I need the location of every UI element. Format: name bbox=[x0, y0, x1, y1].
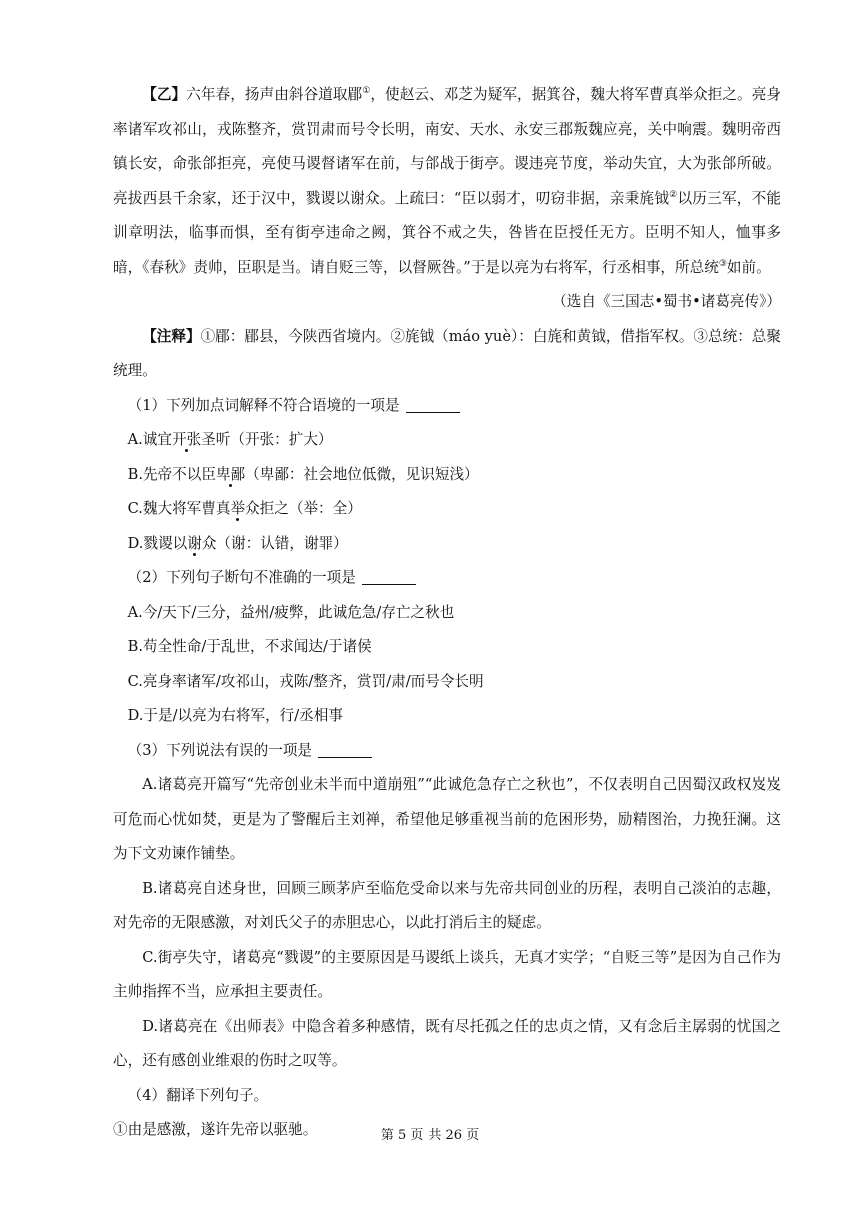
notes-paragraph bbox=[113, 320, 781, 389]
question-3-option-b: B.诸葛亮自述身世，回顾三顾茅庐至临危受命以来与先帝共同创业的历程，表明自己淡泊的志趣，对先帝的无限感激，对刘氏父子的赤胆忠心，以此打消后主的疑虑。 bbox=[113, 879, 781, 931]
question-3-stem bbox=[113, 734, 781, 769]
question-1-option-b bbox=[113, 458, 781, 493]
question-1-option-c bbox=[113, 492, 781, 527]
passage-label: 【乙】 bbox=[142, 86, 187, 103]
option-text: 圣听（开张：扩大） bbox=[201, 431, 333, 448]
question-3-text: （3）下列说法有误的一项是 bbox=[127, 741, 313, 759]
answer-blank-3[interactable] bbox=[318, 742, 372, 758]
option-text: A.诚宜 bbox=[127, 431, 172, 448]
passage-text-1: 六年春，扬声由斜谷道取郿 bbox=[186, 86, 363, 103]
passage-source: （选自《三国志•蜀书•诸葛亮传》） bbox=[552, 293, 781, 310]
page-footer bbox=[0, 1126, 860, 1146]
dotted-word: 谢 bbox=[187, 534, 202, 552]
footnote-marker-1: ① bbox=[362, 86, 371, 97]
question-2-option-d: D.于是/以亮为右将军，行/丞相事 bbox=[127, 707, 343, 724]
page-content bbox=[113, 78, 781, 1148]
question-4-item-1: ①由是感激，遂许先帝以驱驰。 bbox=[113, 1121, 318, 1138]
question-1-option-a bbox=[113, 423, 781, 458]
page-total: 共 26 页 bbox=[428, 1128, 480, 1143]
dotted-word: 举 bbox=[230, 500, 246, 517]
passage-text-2: ，使赵云、邓芝为疑军，据箕谷，魏大将军曹真举众拒之。亮身率诸军攻祁山，戎陈整齐，赏罚肃而号令长明，南安、天水、永安三郡叛魏应亮，关中响震。魏明帝西镇长安，命张郃拒亮，亮使马谡督诸军在前，与郃战于街亭。谡违亮节度，举动失宜，大为张郃所破。亮拔西县千余家，还于汉中，戮谡以谢众。上疏曰：“臣以弱才，叨窃非据，亲秉旄钺 bbox=[113, 86, 781, 207]
option-text: B.先帝不以臣 bbox=[127, 465, 216, 483]
question-2-option-b: B.苟全性命/于乱世，不求闻达/于诸侯 bbox=[127, 638, 372, 655]
option-text: 众（谢：认错，谢罪） bbox=[201, 534, 348, 552]
passage-text-3: 以历三军，不能训章明法，临事而惧，至有街亭违命之阙，箕谷不戒之失，咎皆在臣授任无方。臣明不知人，恤事多暗，《春秋》责帅，臣职是当。请自贬三等，以督厥咎。”于是以亮为右将军，行丞相事，所总统 bbox=[113, 189, 782, 276]
question-1-option-d bbox=[113, 527, 781, 562]
page-number: 第 5 页 bbox=[380, 1128, 424, 1143]
question-1-stem bbox=[113, 389, 781, 424]
answer-blank-1[interactable] bbox=[406, 397, 460, 413]
question-2-stem bbox=[113, 561, 781, 596]
option-text: C.魏大将军曹真 bbox=[127, 500, 231, 517]
question-3-option-a: A.诸葛亮开篇写“先帝创业未半而中道崩殂”“此诚危急存亡之秋也”，不仅表明自己因蜀汉政权岌岌可危而心忧如焚，更是为了警醒后主刘禅，希望他足够重视当前的危困形势，励精图治，力挽狂澜。这为下文劝谏作铺垫。 bbox=[113, 776, 781, 862]
option-text: 众拒之（举：全） bbox=[245, 500, 362, 517]
question-2-text: （2）下列句子断句不准确的一项是 bbox=[127, 569, 356, 586]
passage-text-4: 如前。 bbox=[726, 258, 771, 276]
question-3-option-d: D.诸葛亮在《出师表》中隐含着多种感情，既有尽托孤之任的忠贞之情，又有念后主孱弱的忧国之心，还有感创业维艰的伤时之叹等。 bbox=[113, 1017, 781, 1069]
passage-paragraph bbox=[113, 78, 781, 285]
answer-blank-2[interactable] bbox=[362, 569, 416, 585]
question-4-stem: （4）翻译下列句子。 bbox=[127, 1086, 269, 1104]
question-1-text: （1）下列加点词解释不符合语境的一项是 bbox=[127, 396, 400, 414]
question-2-option-c: C.亮身率诸军/攻祁山，戎陈/整齐，赏罚/肃/而号令长明 bbox=[127, 672, 484, 690]
question-2-option-a: A.今/天下/三分，益州/疲弊，此诚危急/存亡之秋也 bbox=[127, 603, 455, 621]
notes-text: ①郿：郿县，今陕西省境内。②旄钺（máo yuè）：白旄和黄钺，借指军权。③总统：总聚统理。 bbox=[113, 327, 781, 379]
dotted-word: 开张 bbox=[171, 431, 202, 448]
notes-label: 【注释】 bbox=[142, 327, 201, 345]
footnote-marker-3: ③ bbox=[718, 258, 727, 269]
footnote-marker-2: ② bbox=[669, 189, 678, 200]
dotted-word: 卑鄙 bbox=[215, 465, 246, 483]
question-3-option-c: C.街亭失守，诸葛亮“戮谡”的主要原因是马谡纸上谈兵，无真才实学；“自贬三等”是因为自己作为主帅指挥不当，应承担主要责任。 bbox=[113, 948, 781, 1000]
option-text: D.戮谡以 bbox=[127, 534, 188, 552]
option-text: （卑鄙：社会地位低微，见识短浅） bbox=[245, 465, 479, 483]
